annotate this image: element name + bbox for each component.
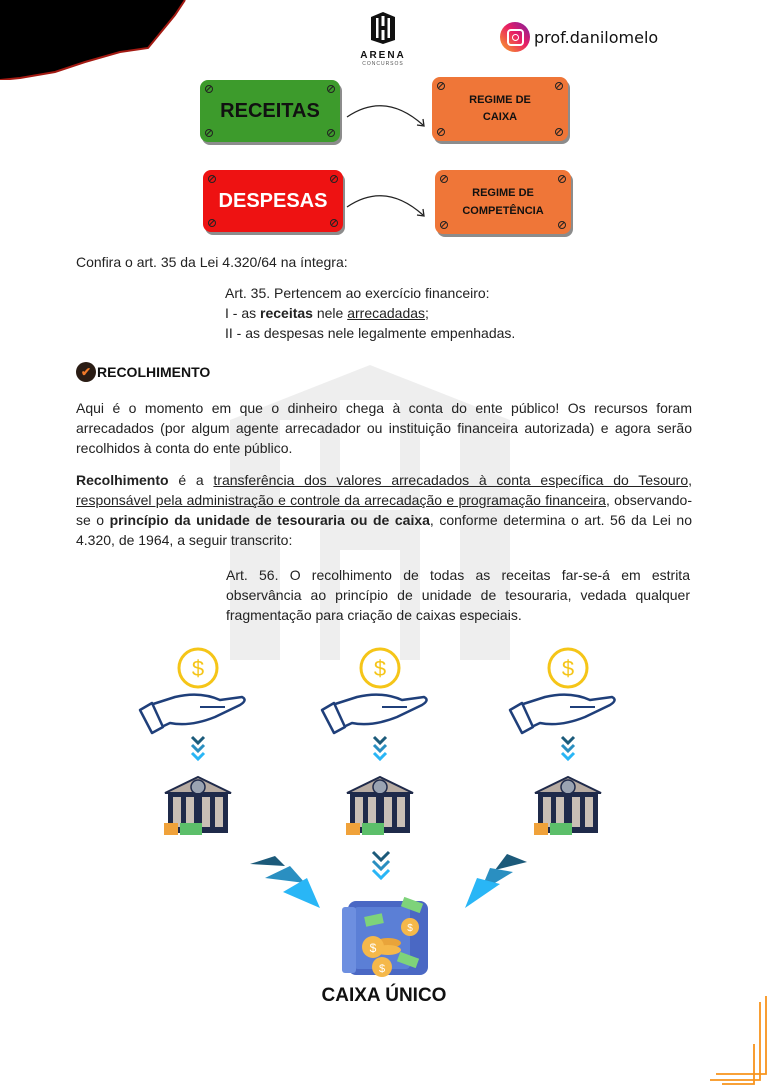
art35-line2-mid: nele [312,305,348,321]
screw-icon [330,175,338,183]
check-badge-icon: ✔ [76,362,96,382]
receitas-label: RECEITAS [220,99,320,122]
screw-icon [208,175,216,183]
svg-text:$: $ [369,941,377,955]
screw-icon [327,85,335,93]
svg-text:$: $ [378,963,386,975]
paragraph-1: Aqui é o momento em que o dinheiro chega à conta do ente público! Os recursos foram arrecadados (por algum agente arrecadador ou instituição financeira autorizada) e agora serão recolhidos à conta do ente público. [76,400,692,456]
receitas-plate [200,80,340,142]
art35-line2-end: ; [425,305,429,321]
art35-line3: II - as despesas nele legalmente empenhadas. [225,325,516,341]
screw-icon [330,219,338,227]
art35-line2-prefix: I - as [225,305,261,321]
intro-text: Confira o art. 35 da Lei 4.320/64 na íntegra: [76,254,348,270]
logo-subtitle: CONCURSOS [362,61,404,67]
section-title: RECOLHIMENTO [97,364,211,380]
logo-name: ARENA [360,50,406,61]
regime-competencia-plate [435,170,571,234]
hand-coin-bank-column-1 [140,649,245,835]
section-heading [76,362,210,382]
screw-icon [558,175,566,183]
art35-line1: Art. 35. Pertencem ao exercício financeiro: [225,285,490,301]
hand-coin-bank-column-3 [510,649,615,835]
screw-icon [327,129,335,137]
instagram-handle[interactable] [500,22,658,52]
screw-icon [555,128,563,136]
screw-icon [205,129,213,137]
screw-icon [205,85,213,93]
instagram-icon [500,22,530,52]
p2-bold-start: Recolhimento [76,472,169,488]
svg-text:$: $ [407,923,413,934]
despesas-plate [203,170,343,232]
screw-icon [440,221,448,229]
art35-line2-underline: arrecadadas [347,305,426,321]
p2-bold-mid: princípio da unidade de tesouraria ou de caixa [109,512,430,528]
screw-icon [440,175,448,183]
caixa-unico-caption: CAIXA ÚNICO [321,985,447,1006]
paragraph-2 [76,470,692,550]
screw-icon [558,221,566,229]
p2-text1: é a [168,472,214,488]
regime-competencia-line1: REGIME DE [472,187,534,199]
regime-competencia-line2: COMPETÊNCIA [462,205,544,217]
regime-caixa-line1: REGIME DE [469,94,531,106]
regime-caixa-line2: CAIXA [482,111,518,123]
art35-quote [225,283,515,343]
arrow-icon [345,185,430,225]
p2-text2: , observando-se o [76,492,693,528]
illustration-sources [130,645,640,845]
art35-line2 [225,303,515,323]
screw-icon [208,219,216,227]
p2-text3: , conforme determina o art. 56 da Lei no 4.320, de 1964, a seguir transcrito: [76,512,692,548]
screw-icon [555,82,563,90]
art35-line2-bold: receitas [260,305,313,321]
despesas-label: DESPESAS [218,189,328,212]
arena-emblem-icon [371,12,395,44]
regime-caixa-plate [432,77,568,141]
corner-decoration-bottom-right [708,996,768,1086]
screw-icon [437,82,445,90]
instagram-handle-text: prof.danilomelo [534,27,659,47]
hand-coin-bank-column-2 [322,649,427,835]
arrow-icon [345,95,430,135]
arena-logo [350,12,416,67]
p2-underline: transferência dos valores arrecadados à conta específica do Tesouro, responsável pela administração e controle da arrecadação e programação financeira [76,472,692,508]
corner-decoration-top-left [0,0,190,80]
safe-money-icon [340,895,435,980]
art56-quote: Art. 56. O recolhimento de todas as receitas far-se-á em estrita observância ao princípio de unidade de tesouraria, vedada qualquer fragmentação para criação de caixas especiais. [226,567,690,623]
screw-icon [437,128,445,136]
